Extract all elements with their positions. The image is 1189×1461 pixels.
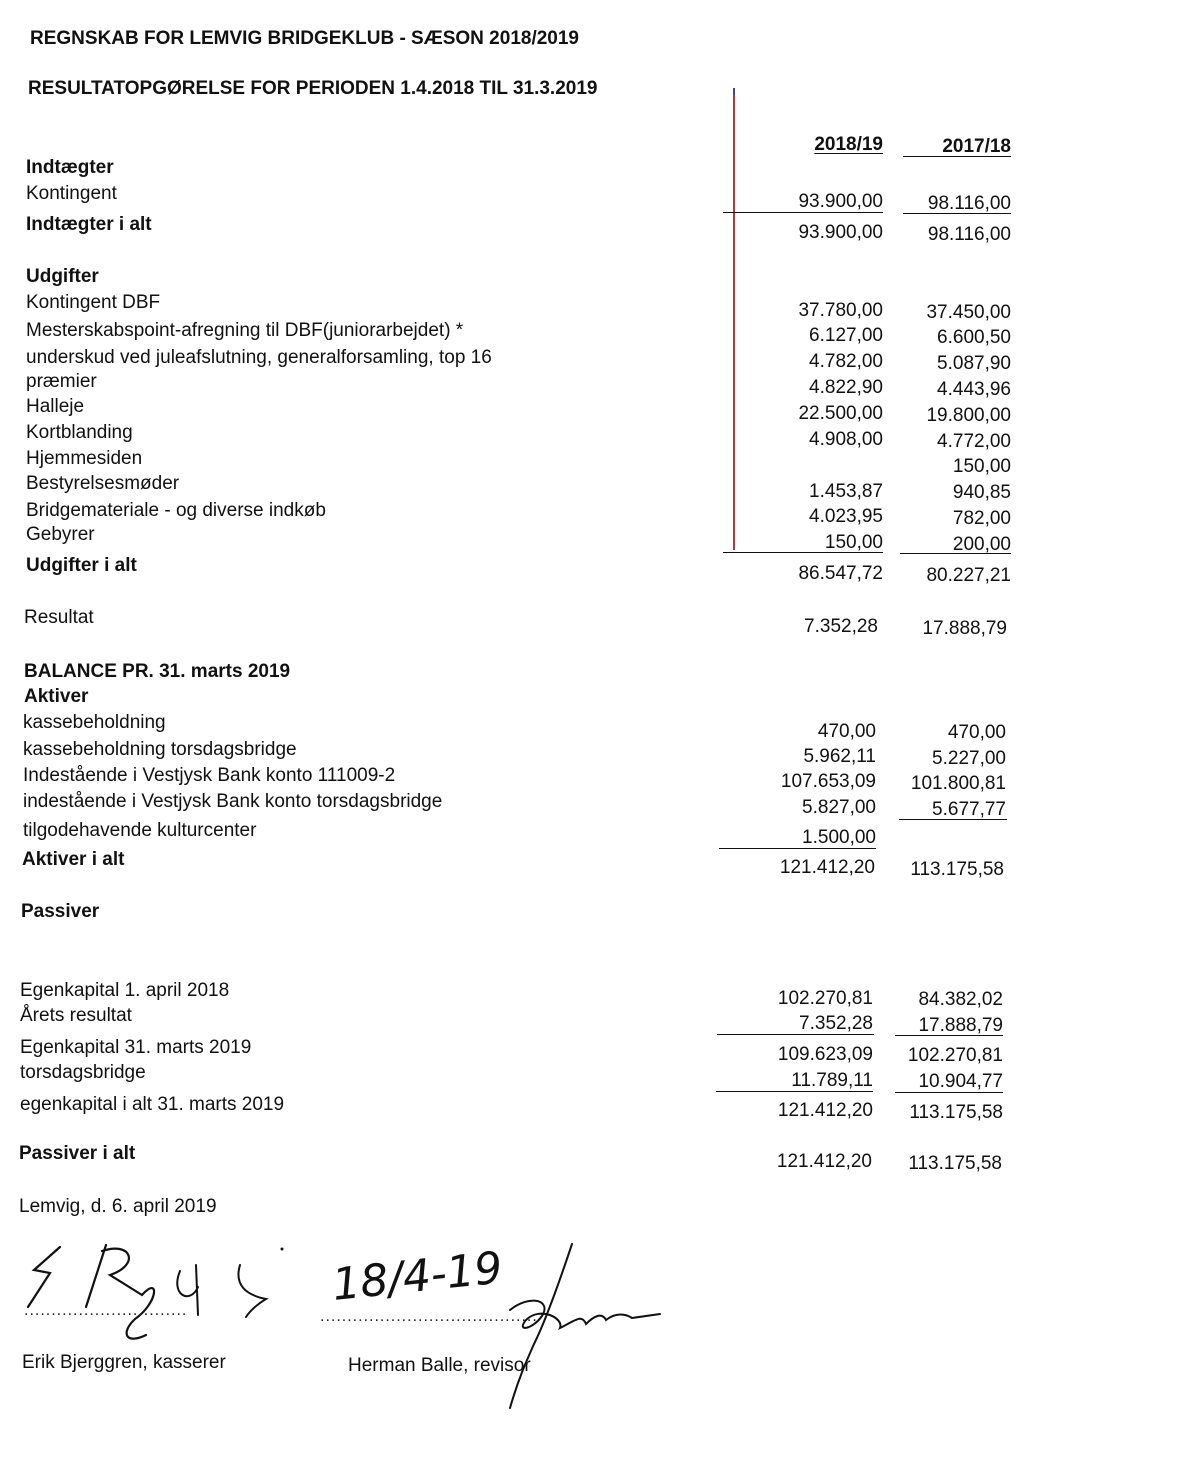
row-value-2018: 5.827,00 <box>802 797 876 818</box>
row-value-2018: 11.789,11 <box>791 1070 873 1091</box>
row-label: tilgodehavende kulturcenter <box>23 820 257 841</box>
row-label: Egenkapital 1. april 2018 <box>20 980 230 1001</box>
sum-rule <box>717 1034 874 1035</box>
row-value-2017: 470,00 <box>947 722 1006 743</box>
sum-rule <box>895 1035 1003 1036</box>
aktiver-total-2018: 121.412,20 <box>779 857 875 878</box>
row-value-2018: 4.822,90 <box>809 377 883 398</box>
vertical-mark <box>733 95 735 550</box>
row-label: Bridgemateriale - og diverse indkøb <box>26 500 326 521</box>
row-value-2017: 150,00 <box>952 456 1011 477</box>
signature-kasserer <box>20 1235 300 1355</box>
sum-rule <box>716 1091 873 1092</box>
row-value-2018: 4.782,00 <box>809 351 883 372</box>
total-label-udgifter: Udgifter i alt <box>26 555 137 576</box>
row-value-2018: 93.900,00 <box>798 191 883 212</box>
sum-rule <box>723 212 883 213</box>
row-value-2018: 1.500,00 <box>802 827 876 848</box>
aktiver-total-label: Aktiver i alt <box>22 849 125 870</box>
row-label: Mesterskabspoint-afregning til DBF(juniorarbejdet) * <box>26 320 464 341</box>
row-label: indestående i Vestjysk Bank konto torsdagsbridge <box>23 791 443 812</box>
row-value-2017: 4.443,96 <box>937 379 1011 400</box>
document-subtitle: RESULTATOPGØRELSE FOR PERIODEN 1.4.2018 TIL 31.3.2019 <box>28 78 598 99</box>
row-value-2018: 109.623,09 <box>777 1044 873 1065</box>
row-label: Hjemmesiden <box>26 448 143 469</box>
row-label: egenkapital i alt 31. marts 2019 <box>20 1094 285 1115</box>
row-value-2017: 98.116,00 <box>927 193 1011 214</box>
row-label: Kontingent DBF <box>26 292 161 313</box>
total-value-2017: 80.227,21 <box>926 565 1011 586</box>
row-value-2017: 940,85 <box>952 482 1011 503</box>
col2-header-rule <box>903 156 1011 157</box>
sum-rule <box>899 819 1007 820</box>
passiver-total-2018: 121.412,20 <box>776 1151 872 1172</box>
row-value-2017: 84.382,02 <box>918 989 1003 1010</box>
row-value-2018: 121.412,20 <box>777 1100 873 1121</box>
row-label: Bestyrelsesmøder <box>26 473 180 494</box>
sum-rule <box>903 213 1011 214</box>
row-label: Kortblanding <box>26 422 133 443</box>
row-label: Årets resultat <box>20 1005 132 1026</box>
row-label: torsdagsbridge <box>20 1062 146 1083</box>
row-value-2017: 4.772,00 <box>937 431 1011 452</box>
col2-header: 2017/18 <box>942 136 1011 157</box>
total-value-2018: 93.900,00 <box>798 222 883 243</box>
total-label-indtaegter: Indtægter i alt <box>26 214 152 235</box>
row-value-2018: 37.780,00 <box>798 300 883 321</box>
sum-rule <box>719 848 876 849</box>
row-value-2017: 19.800,00 <box>926 405 1011 426</box>
row-value-2017: 102.270,81 <box>907 1045 1003 1066</box>
row-value-2017: 10.904,77 <box>918 1071 1003 1092</box>
aktiver-total-2017: 113.175,58 <box>910 859 1004 880</box>
row-label: kassebeholdning torsdagsbridge <box>23 739 297 760</box>
row-value-2017: 17.888,79 <box>918 1015 1003 1036</box>
resultat-label: Resultat <box>24 607 94 628</box>
sum-rule <box>900 553 1011 554</box>
row-label: Gebyrer <box>26 524 95 545</box>
section-heading-udgifter: Udgifter <box>26 266 99 287</box>
row-value-2018: 102.270,81 <box>777 988 873 1009</box>
row-value-2018: 7.352,28 <box>799 1013 873 1034</box>
sum-rule <box>723 552 883 553</box>
resultat-value-2018: 7.352,28 <box>804 616 878 637</box>
row-value-2018: 470,00 <box>817 721 876 742</box>
row-label: Egenkapital 31. marts 2019 <box>20 1037 252 1058</box>
row-value-2018: 150,00 <box>824 532 883 553</box>
signature-line-kasserer: .............................. <box>24 1302 188 1319</box>
section-heading-indtaegter: Indtægter <box>26 157 114 178</box>
balance-heading: BALANCE PR. 31. marts 2019 <box>24 661 291 682</box>
signer-revisor: Herman Balle, revisor <box>348 1355 531 1376</box>
row-value-2018: 4.023,95 <box>809 506 883 527</box>
row-value-2017: 101.800,81 <box>910 773 1006 794</box>
row-value-2017: 5.677,77 <box>932 799 1006 820</box>
handwritten-date: 18/4-19 <box>329 1242 505 1311</box>
row-value-2018: 1.453,87 <box>809 481 883 502</box>
row-label: Kontingent <box>26 183 117 204</box>
row-label: Indestående i Vestjysk Bank konto 111009-2 <box>23 765 396 786</box>
row-value-2017: 6.600,50 <box>937 327 1011 348</box>
row-value-2018: 22.500,00 <box>798 403 883 424</box>
place-date: Lemvig, d. 6. april 2019 <box>19 1196 217 1217</box>
aktiver-heading: Aktiver <box>24 686 89 707</box>
row-value-2017: 113.175,58 <box>909 1102 1003 1123</box>
signature-line-revisor: ........................................ <box>320 1308 538 1325</box>
row-label: præmier <box>26 371 97 392</box>
col1-header: 2018/19 <box>814 134 883 155</box>
passiver-heading: Passiver <box>21 901 100 922</box>
sum-rule <box>895 1092 1003 1093</box>
row-value-2017: 5.227,00 <box>932 748 1006 769</box>
resultat-value-2017: 17.888,79 <box>922 618 1007 639</box>
row-label: kassebeholdning <box>23 712 166 733</box>
row-value-2017: 5.087,90 <box>937 353 1011 374</box>
row-label: Halleje <box>26 396 85 417</box>
row-value-2017: 200,00 <box>952 534 1011 555</box>
passiver-total-2017: 113.175,58 <box>908 1153 1002 1174</box>
row-value-2017: 37.450,00 <box>926 302 1011 323</box>
row-label: underskud ved juleafslutning, generalforsamling, top 16 <box>26 347 492 368</box>
row-value-2018: 5.962,11 <box>803 746 876 767</box>
row-value-2018: 6.127,00 <box>809 325 883 346</box>
total-value-2018: 86.547,72 <box>798 563 883 584</box>
row-value-2017: 782,00 <box>952 508 1011 529</box>
passiver-total-label: Passiver i alt <box>19 1143 136 1164</box>
row-value-2018: 4.908,00 <box>809 429 883 450</box>
signer-kasserer: Erik Bjerggren, kasserer <box>22 1352 226 1373</box>
total-value-2017: 98.116,00 <box>927 224 1011 245</box>
row-value-2018: 107.653,09 <box>780 771 876 792</box>
document-title: REGNSKAB FOR LEMVIG BRIDGEKLUB - SÆSON 2018/2019 <box>30 28 579 49</box>
